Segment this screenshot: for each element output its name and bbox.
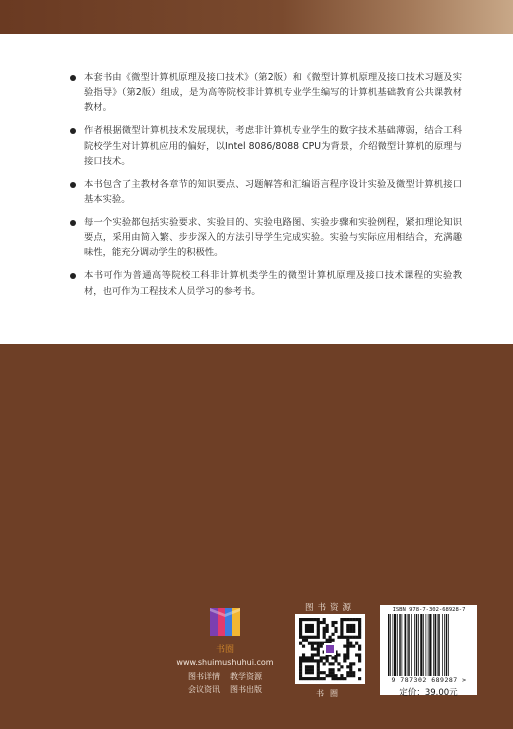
publisher-logo-icon <box>207 605 243 639</box>
barcode-number: 9 787302 689287 > <box>391 676 467 684</box>
feature-item <box>70 123 462 169</box>
qr-code-icon[interactable] <box>295 614 365 684</box>
link-conference-news[interactable]: 会议资讯 <box>188 685 220 694</box>
link-book-publishing[interactable]: 图书出版 <box>230 685 262 694</box>
qr-code-graphic <box>295 614 365 684</box>
feature-text: 每一个实验都包括实验要求、实验目的、实验电路图、实验步骤和实验例程，紧扣理论知识要点，采用由简入繁、步步深入的方法引导学生完成实验。实验与实际应用相结合，充满趣味性，能充分调动学生的积极性。 <box>84 217 462 259</box>
bullet-icon <box>70 75 76 81</box>
feature-text: 本书可作为普通高等院校工科非计算机类学生的微型计算机原理及接口技术课程的实验教材，也可作为工程技术人员学习的参考书。 <box>84 270 462 297</box>
link-teaching-resources[interactable]: 教学资源 <box>230 672 262 681</box>
link-book-details[interactable]: 图书详情 <box>188 672 220 681</box>
bullet-icon <box>70 182 76 188</box>
resources-title: 图书资源 <box>304 603 355 613</box>
feature-item <box>70 268 462 298</box>
barcode-icon <box>384 614 474 676</box>
feature-text: 本套书由《微型计算机原理及接口技术》（第2版）和《微型计算机原理及接口技术习题及实验指导》（第2版）组成，是为高等院校非计算机专业学生编写的计算机基础教育公共课教材教材。 <box>84 72 462 114</box>
bullet-icon <box>70 220 76 226</box>
qr-caption: 书圈 <box>316 689 344 698</box>
feature-item <box>70 215 462 261</box>
isbn-text: ISBN 978-7-302-68928-7 <box>392 607 466 613</box>
feature-text: 作者根据微型计算机技术发展现状，考虑非计算机专业学生的数字技术基础薄弱，结合工科院校学生对计算机应用的偏好，以Intel 8086/8088 CPU为背景，介绍微型计算机的原理与接口技术。 <box>84 125 462 167</box>
publisher-website[interactable]: www.shuimushuhui.com <box>176 658 274 667</box>
feature-item <box>70 177 462 207</box>
bullet-icon <box>70 128 76 134</box>
top-gradient-band <box>0 0 513 34</box>
feature-text: 本书包含了主教材各章节的知识要点、习题解答和汇编语言程序设计实验及微型计算机接口基本实验。 <box>84 178 462 206</box>
publisher-logo-text: 书圈 <box>215 645 234 655</box>
feature-item <box>70 70 462 116</box>
publisher-links <box>168 670 282 696</box>
bullet-icon <box>70 273 76 279</box>
price-label: 定价：39.00元 <box>399 688 458 698</box>
feature-list <box>70 70 462 307</box>
